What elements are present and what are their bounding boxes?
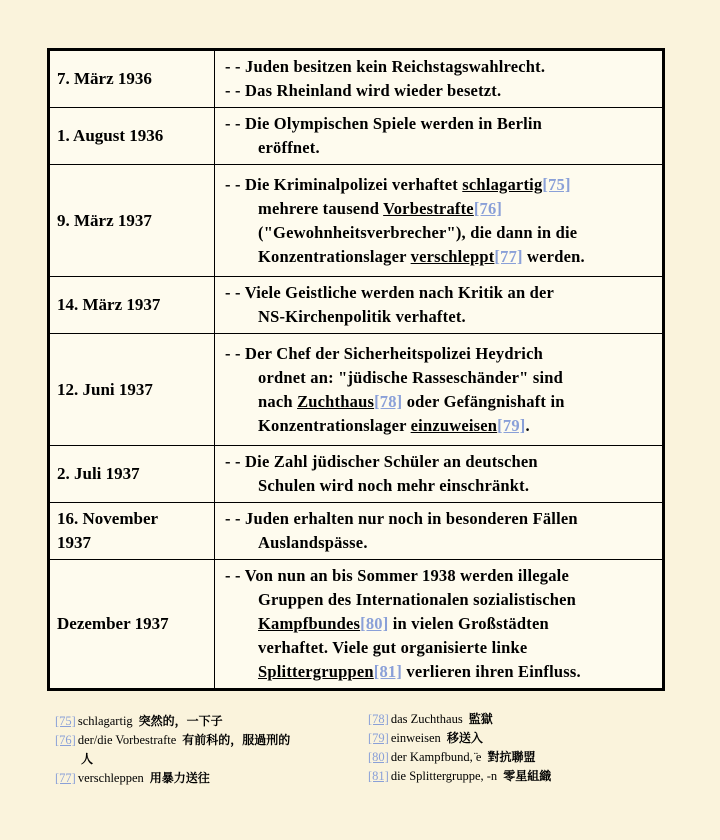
table-row — [50, 165, 663, 277]
event-line — [225, 245, 656, 269]
event-line: ("Gewohnheitsverbrecher"), die dann in die — [258, 222, 578, 242]
event-line: Auslandspässe. — [258, 533, 368, 552]
footnote-link[interactable]: [77] — [494, 246, 523, 266]
event-text: werden. — [522, 246, 585, 266]
event-line: - - Viele Geistliche werden nach Kritik an der — [225, 283, 555, 302]
event-line — [225, 197, 656, 221]
event-line: - - Juden besitzen kein Reichstagswahlrecht. — [225, 57, 546, 76]
footnote-link[interactable]: [79] — [497, 415, 526, 435]
footnote-link[interactable]: [76] — [473, 198, 503, 218]
event-line: NS-Kirchenpolitik verhaftet. — [258, 307, 466, 326]
vocab-word: Vorbestrafte — [383, 198, 474, 218]
footnote-translation: 零星組織 — [503, 769, 552, 783]
event-cell — [215, 503, 663, 560]
footnote-item — [368, 729, 551, 748]
footnote-link[interactable]: [75] — [542, 174, 571, 194]
event-cell — [215, 560, 663, 689]
footnote-item — [55, 712, 290, 731]
date-cell: 2. Juli 1937 — [50, 446, 215, 503]
vocab-word: einzuweisen — [410, 415, 498, 435]
event-line: - - Von nun an bis Sommer 1938 werden illegale — [225, 566, 569, 585]
event-text: verlieren ihren Einfluss. — [402, 662, 581, 681]
event-line — [225, 414, 656, 438]
table-row — [50, 334, 663, 446]
footnote-anchor[interactable]: [76] — [55, 733, 76, 747]
footnote-translation: 對抗聯盟 — [487, 750, 536, 764]
event-line — [225, 660, 656, 684]
footnote-anchor[interactable]: [80] — [368, 750, 389, 764]
vocab-word: Kampfbundes — [258, 614, 361, 633]
footnote-translation: 有前科的，服過刑的 — [182, 733, 291, 747]
event-text: - - Die Kriminalpolizei verhaftet — [225, 174, 463, 194]
event-cell — [215, 51, 663, 108]
vocab-word: schlagartig — [462, 174, 543, 194]
event-text: in vielen Großstädten — [388, 614, 549, 633]
event-line — [225, 612, 656, 636]
event-line: - - Der Chef der Sicherheitspolizei Heydrich — [225, 343, 543, 363]
table-row — [50, 51, 663, 108]
footnote-translation: 人 — [81, 752, 94, 766]
footnote-term: der Kampfbund, ̈e — [390, 750, 482, 764]
footnote-term: schlagartig — [77, 714, 133, 728]
event-text: nach — [258, 391, 298, 411]
footnote-translation: 監獄 — [468, 712, 493, 726]
event-cell — [215, 108, 663, 165]
vocab-word: Zuchthaus — [297, 391, 375, 411]
footnote-item — [368, 767, 551, 786]
event-line — [225, 390, 656, 414]
date-line: 16. November — [57, 509, 159, 528]
table-row — [50, 277, 663, 334]
footnote-link[interactable]: [78] — [374, 391, 403, 411]
event-text: . — [525, 415, 530, 435]
footnote-item — [55, 769, 290, 788]
event-cell — [215, 334, 663, 446]
vocab-word: verschleppt — [410, 246, 495, 266]
vocab-word: Splittergruppen — [258, 662, 374, 681]
table-row — [50, 446, 663, 503]
footnote-item — [55, 731, 290, 750]
footnote-term: einweisen — [390, 731, 441, 745]
table-row — [50, 503, 663, 560]
footnote-term: verschleppen — [77, 771, 144, 785]
event-line: Schulen wird noch mehr einschränkt. — [258, 476, 530, 495]
footnote-term: das Zuchthaus — [390, 712, 463, 726]
event-cell — [215, 446, 663, 503]
event-cell — [215, 277, 663, 334]
event-cell — [215, 165, 663, 277]
footnote-anchor[interactable]: [78] — [368, 712, 389, 726]
event-line: - - Das Rheinland wird wieder besetzt. — [225, 81, 502, 100]
event-line: ordnet an: "jüdische Rasseschänder" sind — [258, 367, 564, 387]
footnote-anchor[interactable]: [75] — [55, 714, 76, 728]
event-line: Gruppen des Internationalen sozialistischen — [258, 590, 577, 609]
date-cell: 14. März 1937 — [50, 277, 215, 334]
event-text: mehrere tausend — [258, 198, 384, 218]
date-cell: 9. März 1937 — [50, 165, 215, 277]
footnote-term: der/die Vorbestrafte — [77, 733, 177, 747]
footnote-link[interactable]: [80] — [360, 614, 389, 633]
footnote-anchor[interactable]: [81] — [368, 769, 389, 783]
date-cell: 1. August 1936 — [50, 108, 215, 165]
chronology-table — [47, 48, 665, 691]
event-text: Konzentrationslager — [258, 415, 411, 435]
footnote-anchor[interactable]: [77] — [55, 771, 76, 785]
event-line: - - Die Olympischen Spiele werden in Berlin — [225, 114, 543, 133]
footnotes-right — [368, 710, 551, 786]
footnote-item — [368, 748, 551, 767]
event-line — [225, 173, 656, 197]
date-cell: 7. März 1936 — [50, 51, 215, 108]
footnote-translation: 移送入 — [446, 731, 483, 745]
event-text: Konzentrationslager — [258, 246, 411, 266]
footnotes-left — [55, 712, 290, 788]
footnote-link[interactable]: [81] — [373, 662, 403, 681]
date-cell: Dezember 1937 — [50, 560, 215, 689]
table-row — [50, 560, 663, 689]
footnote-anchor[interactable]: [79] — [368, 731, 389, 745]
event-line: eröffnet. — [258, 138, 320, 157]
date-line: 1937 — [57, 533, 91, 552]
footnote-item — [368, 710, 551, 729]
footnote-translation: 突然的，一下子 — [138, 714, 223, 728]
footnote-term: die Splittergruppe, -n — [390, 769, 498, 783]
footnote-translation: 用暴力送往 — [149, 771, 210, 785]
date-cell — [50, 503, 215, 560]
event-line: verhaftet. Viele gut organisierte linke — [258, 638, 528, 657]
event-line: - - Juden erhalten nur noch in besonderen Fällen — [225, 509, 578, 528]
date-cell: 12. Juni 1937 — [50, 334, 215, 446]
table-row — [50, 108, 663, 165]
footnote-continuation — [55, 750, 290, 769]
event-line: - - Die Zahl jüdischer Schüler an deutschen — [225, 452, 538, 471]
event-text: oder Gefängnishaft in — [402, 391, 565, 411]
